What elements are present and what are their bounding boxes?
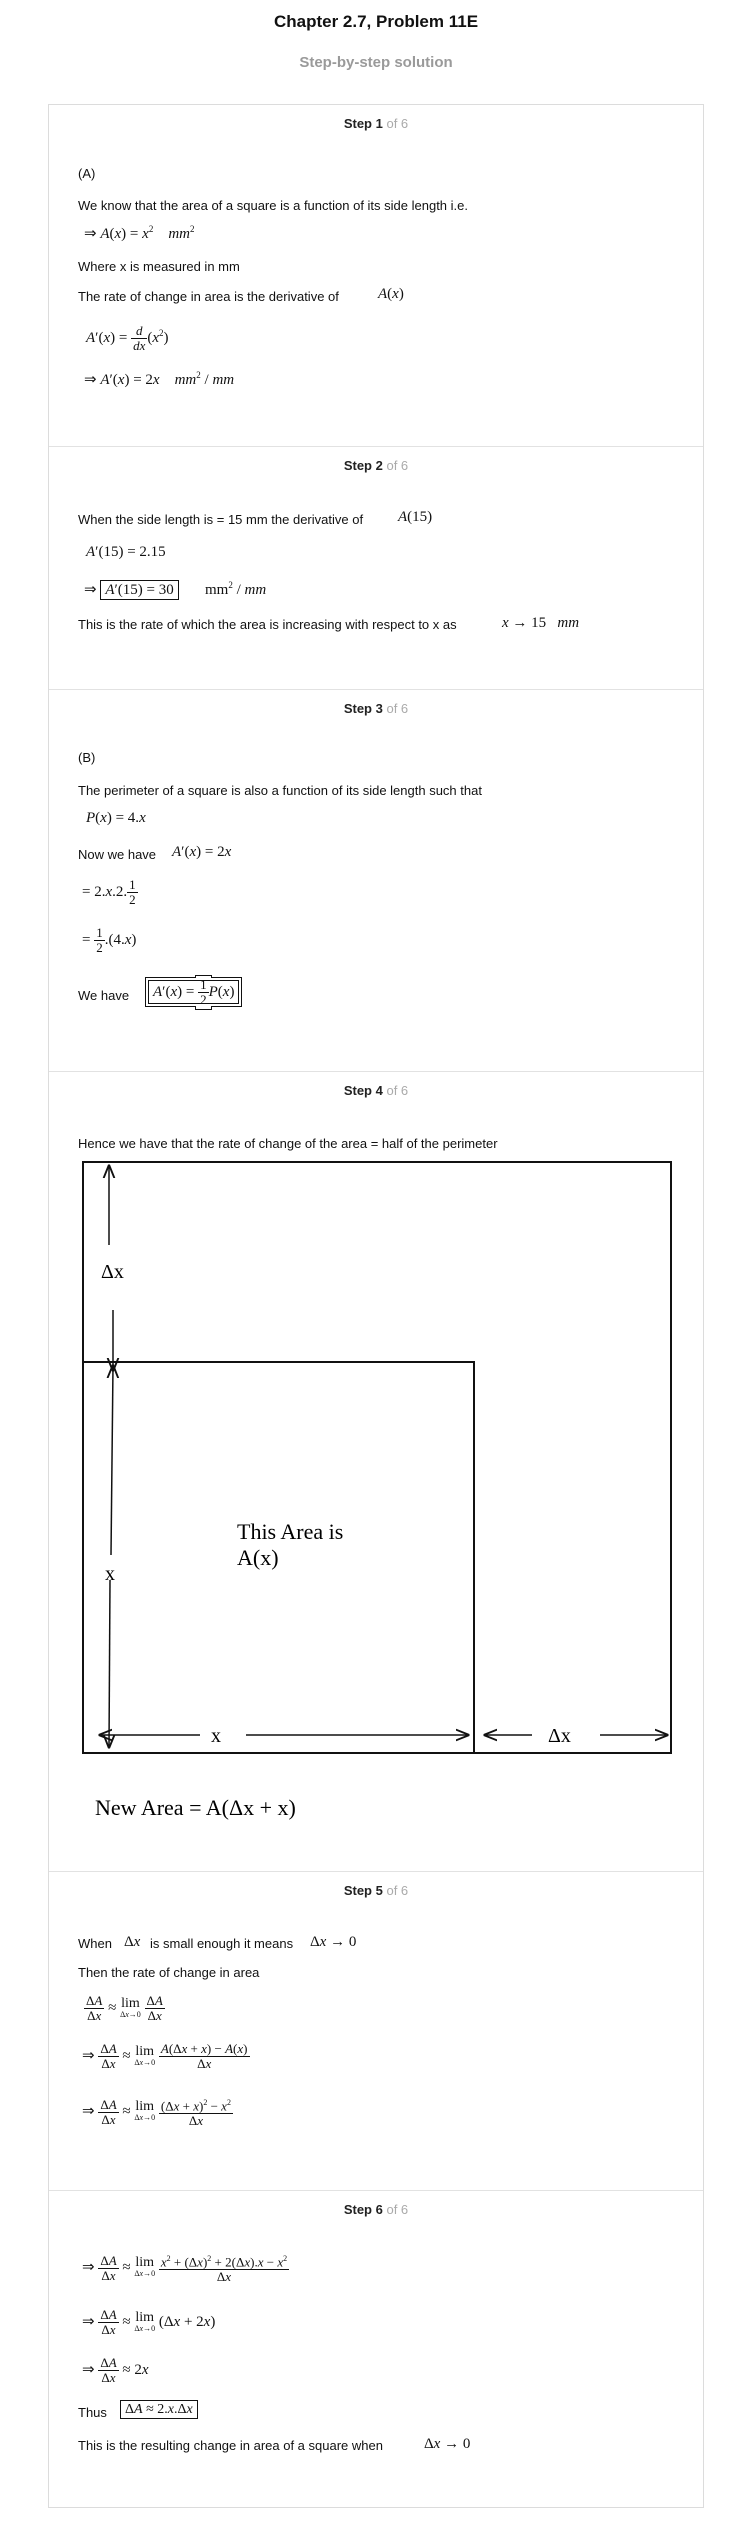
square-diagram (0, 1150, 752, 1870)
new-area-label: New Area = A(Δx + x) (95, 1795, 296, 1820)
math-thus-boxed: ΔA ≈ 2.x.Δx (120, 2402, 198, 2418)
math-a-of-x: A(x) (378, 286, 404, 302)
area-label-line1: This Area is (237, 1519, 344, 1544)
math-now-derivative: A′(x) = 2x (172, 844, 232, 860)
step4-intro: Hence we have that the rate of change of the area = half of the perimeter (78, 1136, 498, 1151)
step-4 (49, 1071, 703, 1098)
step6-result: This is the resulting change in area of a square when (78, 2438, 383, 2453)
step-heading: Step 3 of 6 (343, 701, 409, 716)
math-derivative: A′(x) = $\frac{d}{dx}$ $(x^2)$ (86, 323, 169, 353)
x-vertical-arrow-up (111, 1366, 113, 1555)
step1-rate: The rate of change in area is the derivative of (78, 289, 339, 304)
step6-thus: Thus (78, 2405, 107, 2420)
step5-when: When (78, 1936, 112, 1951)
math-x-to-15: x → 15 mm (502, 615, 580, 631)
math-delta-x: Δx (124, 1934, 141, 1950)
math-delta-to-zero: Δx → 0 (310, 1934, 357, 1950)
step-heading: Step 5 of 6 (343, 1883, 409, 1898)
math-result-limit: Δx → 0 (424, 2436, 471, 2452)
step-heading: Step 4 of 6 (343, 1083, 409, 1098)
x-bottom-label: x (211, 1725, 221, 1747)
math-simplify: ⇒ $\frac{\Delta A}{\Delta x}$ ≈ lim Δx→0 (Δx + 2x) (82, 2307, 216, 2337)
math-a15: A(15) (398, 509, 433, 525)
step2-rate: This is the rate of which the area is increasing with respect to x as (78, 617, 457, 632)
step5-small: is small enough it means (150, 1936, 294, 1951)
math-limit-2: ⇒ $\frac{\Delta A}{\Delta x}$ ≈ lim Δx→0 $\frac{A(\Delta x + x) - A(x)}{\Delta x}$ (82, 2041, 248, 2071)
math-boxed-relation: A′(x) = $\frac{1}{2}$ P(x) (148, 978, 239, 1007)
page-subtitle: Step-by-step solution (299, 54, 453, 71)
x-vertical-arrow-down (109, 1580, 110, 1747)
part-label: (A) (78, 166, 96, 181)
math-derivative-result: ⇒ A′(x) = 2x $mm^2$ / mm (84, 370, 235, 388)
step-5 (49, 1871, 703, 1898)
step-heading: Step 6 of 6 (343, 2202, 409, 2217)
step-6 (49, 2190, 703, 2217)
math-final: ⇒ $\frac{\Delta A}{\Delta x}$ ≈ 2x (82, 2355, 149, 2385)
math-area-formula: ⇒ $A(x) = x^2$ $mm^2$ (84, 224, 195, 242)
x-left-label: x (105, 1563, 115, 1585)
step1-intro: We know that the area of a square is a function of its side length i.e. (78, 198, 468, 213)
step3-intro: The perimeter of a square is also a function of its side length such that (78, 783, 482, 798)
math-limit-1: $\frac{\Delta A}{\Delta x}$ ≈ lim Δx→0 $\frac{\Delta A}{\Delta x}$ (86, 1993, 163, 2023)
area-label-line2: A(x) (237, 1545, 279, 1570)
page-title: Chapter 2.7, Problem 11E (273, 12, 479, 31)
step3-we-have: We have (78, 988, 130, 1003)
delta-x-left-label: Δx (101, 1261, 124, 1283)
step3-now: Now we have (78, 847, 157, 862)
outer-square (83, 1162, 671, 1753)
math-a15-result: ⇒ A′(15) = 30 $mm^2$ / mm (84, 580, 267, 598)
math-perimeter: P(x) = 4.x (86, 810, 146, 826)
math-limit-3: ⇒ $\frac{\Delta A}{\Delta x}$ ≈ lim Δx→0 $\frac{(\Delta x + x)^2 - x^2}{\Delta x}$ (82, 2096, 231, 2129)
math-expand: ⇒ $\frac{\Delta A}{\Delta x}$ ≈ lim Δx→0 $\frac{x^2 + (\Delta x)^2 + 2(\Delta x).x - x^2}{\Delta x}$ (82, 2252, 288, 2285)
part-label: (B) (78, 750, 96, 765)
step-heading: Step 1 of 6 (343, 116, 409, 131)
step-1 (49, 104, 703, 131)
step5-then: Then the rate of change in area (78, 1965, 260, 1980)
step2-intro: When the side length is = 15 mm the derivative of (78, 512, 364, 527)
step-2 (49, 446, 703, 473)
math-a15-sub: A′(15) = 2.15 (86, 544, 166, 560)
step-3 (49, 689, 703, 716)
math-rewrite-1: = 2.x.2. $\frac{1}{2}$ (82, 877, 136, 907)
delta-x-bottom-label: Δx (548, 1725, 571, 1747)
step-heading: Step 2 of 6 (343, 458, 409, 473)
math-rewrite-2: = $\frac{1}{2}$ .(4.x) (82, 925, 137, 955)
step1-measured: Where x is measured in mm (78, 259, 240, 274)
